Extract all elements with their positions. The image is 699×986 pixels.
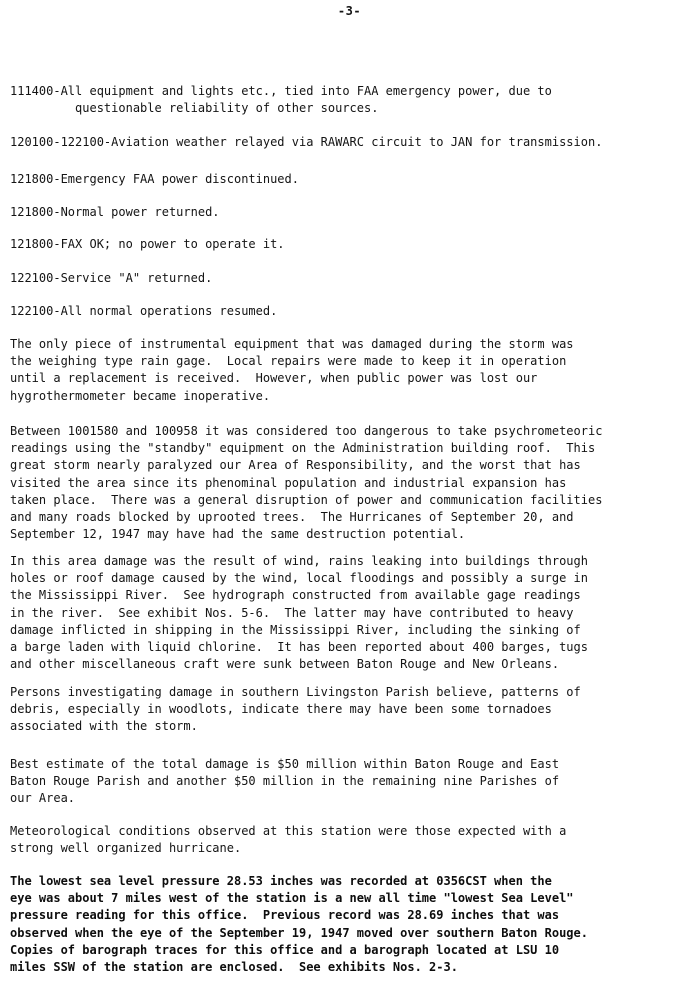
paragraph-line: hygrothermometer became inoperative. bbox=[10, 388, 271, 403]
paragraph-line: Best estimate of the total damage is $50 million within Baton Rouge and East bbox=[10, 757, 560, 771]
log-entry-120100 bbox=[10, 134, 694, 151]
paragraph-line: great storm nearly paralyzed our Area of Responsibility, and the worst that has bbox=[10, 458, 581, 473]
paragraph-line: September 12, 1947 may have had the same destruction potential. bbox=[10, 527, 466, 542]
paragraph-line: our Area. bbox=[10, 791, 76, 806]
paragraph-area-damage bbox=[10, 553, 694, 673]
paragraph-line: observed when the eye of the September 19, 1947 moved over southern Baton Rouge. bbox=[10, 925, 588, 940]
paragraph-line: miles SSW of the station are enclosed. See exhibits Nos. 2-3. bbox=[10, 960, 458, 975]
paragraph-line: Meteorological conditions observed at this station were those expected with a bbox=[10, 824, 567, 838]
paragraph-line: pressure reading for this office. Previous record was 28.69 inches that was bbox=[10, 908, 560, 923]
paragraph-line: damage inflicted in shipping in the Mississippi River, including the sinking of bbox=[10, 622, 581, 637]
log-line: 122100-All normal operations resumed. bbox=[10, 304, 278, 318]
paragraph-line: the weighing type rain gage. Local repairs were made to keep it in operation bbox=[10, 354, 567, 369]
paragraph-line: Persons investigating damage in southern Livingston Parish believe, patterns of bbox=[10, 685, 581, 699]
log-line: 120100-122100-Aviation weather relayed via RAWARC circuit to JAN for transmission. bbox=[10, 135, 603, 149]
log-line: 121800-Normal power returned. bbox=[10, 205, 220, 219]
log-entry-122100-service bbox=[10, 270, 694, 287]
paragraph-line: visited the area since its phenominal population and industrial expansion has bbox=[10, 475, 567, 490]
log-line: 121800-FAX OK; no power to operate it. bbox=[10, 237, 285, 251]
paragraph-met-conditions bbox=[10, 823, 694, 857]
paragraph-lowest-pressure bbox=[10, 873, 694, 976]
log-entry-111400 bbox=[10, 83, 694, 117]
paragraph-line: The lowest sea level pressure 28.53 inches was recorded at 0356CST when the bbox=[10, 874, 552, 888]
paragraph-line: readings using the "standby" equipment on the Administration building roof. This bbox=[10, 441, 596, 456]
log-entry-121800-emergency bbox=[10, 171, 694, 188]
paragraph-line: and many roads blocked by uprooted trees. The Hurricanes of September 20, and bbox=[10, 510, 574, 525]
log-line: 122100-Service "A" returned. bbox=[10, 271, 213, 285]
paragraph-line: Baton Rouge Parish and another $50 million in the remaining nine Parishes of bbox=[10, 774, 560, 789]
paragraph-line: debris, especially in woodlots, indicate there may have been some tornadoes bbox=[10, 702, 552, 717]
paragraph-line: Between 1001580 and 100958 it was considered too dangerous to take psychrometeoric bbox=[10, 424, 603, 438]
paragraph-line: In this area damage was the result of wind, rains leaking into buildings through bbox=[10, 554, 588, 568]
paragraph-psychrometric-readings bbox=[10, 423, 694, 543]
log-line: 111400-All equipment and lights etc., tied into FAA emergency power, due to bbox=[10, 84, 552, 98]
paragraph-line: and other miscellaneous craft were sunk between Baton Rouge and New Orleans. bbox=[10, 657, 560, 672]
log-line: questionable reliability of other sources. bbox=[10, 101, 379, 116]
log-line: 121800-Emergency FAA power discontinued. bbox=[10, 172, 299, 186]
paragraph-line: until a replacement is received. However, when public power was lost our bbox=[10, 371, 538, 386]
paragraph-line: The only piece of instrumental equipment that was damaged during the storm was bbox=[10, 337, 574, 351]
paragraph-line: holes or roof damage caused by the wind, local floodings and possibly a surge in bbox=[10, 571, 588, 586]
paragraph-line: eye was about 7 miles west of the station is a new all time "lowest Sea Level" bbox=[10, 891, 574, 906]
page-number: -3- bbox=[337, 4, 362, 18]
paragraph-line: strong well organized hurricane. bbox=[10, 841, 242, 856]
log-entry-121800-normal bbox=[10, 204, 694, 221]
paragraph-line: Copies of barograph traces for this office and a barograph located at LSU 10 bbox=[10, 942, 560, 957]
log-entry-122100-resumed bbox=[10, 303, 694, 320]
paragraph-line: a barge laden with liquid chlorine. It has been reported about 400 barges, tugs bbox=[10, 640, 588, 655]
paragraph-damage-estimate bbox=[10, 756, 694, 808]
paragraph-instrument-damage bbox=[10, 336, 694, 405]
paragraph-line: the Mississippi River. See hydrograph constructed from available gage readings bbox=[10, 588, 581, 603]
paragraph-line: associated with the storm. bbox=[10, 719, 198, 734]
log-entry-121800-fax bbox=[10, 236, 694, 253]
paragraph-line: in the river. See exhibit Nos. 5-6. The latter may have contributed to heavy bbox=[10, 605, 574, 620]
paragraph-tornadoes bbox=[10, 684, 694, 736]
paragraph-line: taken place. There was a general disruption of power and communication facilities bbox=[10, 492, 603, 507]
